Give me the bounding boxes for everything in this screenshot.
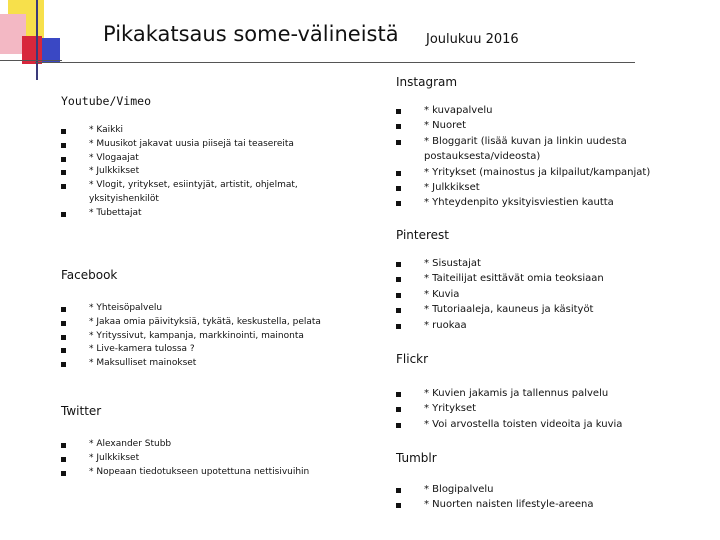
pinterest-list — [396, 256, 604, 333]
list-item: * ruokaa — [396, 318, 604, 333]
list-item: * Taiteilijat esittävät omia teoksiaan — [396, 271, 604, 286]
list-item: * Vlogaajat — [61, 152, 309, 166]
list-item: * Nuorten naisten lifestyle-areena — [396, 497, 593, 512]
facebook-list — [61, 302, 321, 371]
list-item: * Vlogit, yritykset, esiintyjät, artistit, ohjelmat, yksityishenkilöt — [61, 179, 309, 207]
youtube-heading: Youtube/Vimeo — [61, 94, 152, 108]
list-item: * Yhteydenpito yksityisviestien kautta — [396, 195, 664, 210]
list-item: * Kaikki — [61, 124, 309, 138]
tumblr-heading: Tumblr — [396, 451, 437, 465]
title-divider — [35, 62, 635, 63]
flickr-heading: Flickr — [396, 352, 429, 366]
list-item: * Maksulliset mainokset — [61, 357, 321, 371]
youtube-list — [61, 124, 309, 221]
list-item: * kuvapalvelu — [396, 103, 664, 118]
list-item: * Yritykset (mainostus ja kilpailut/kampanjat) — [396, 165, 664, 180]
decorative-logo — [0, 0, 62, 80]
list-item: * Yritykset — [396, 401, 622, 416]
list-item: * Jakaa omia päivityksiä, tykätä, keskustella, pelata — [61, 316, 321, 330]
tumblr-list — [396, 482, 593, 513]
instagram-heading: Instagram — [396, 75, 458, 89]
list-item: * Alexander Stubb — [61, 438, 309, 452]
list-item: * Yrityssivut, kampanja, markkinointi, mainonta — [61, 330, 321, 344]
list-item: * Nopeaan tiedotukseen upotettuna nettisivuihin — [61, 466, 309, 480]
list-item: * Yhteisöpalvelu — [61, 302, 321, 316]
list-item: * Nuoret — [396, 118, 664, 133]
twitter-list — [61, 438, 309, 479]
list-item: * Live-kamera tulossa ? — [61, 343, 321, 357]
list-item: * Kuvia — [396, 287, 604, 302]
list-item: * Julkkikset — [61, 165, 309, 179]
twitter-heading: Twitter — [61, 404, 102, 418]
instagram-list — [396, 103, 664, 211]
list-item: * Tubettajat — [61, 207, 309, 221]
list-item: * Kuvien jakamis ja tallennus palvelu — [396, 386, 622, 401]
list-item: * Sisustajat — [396, 256, 604, 271]
facebook-heading: Facebook — [61, 268, 118, 282]
list-item: * Julkkikset — [396, 180, 664, 195]
date-label: Joulukuu 2016 — [426, 32, 519, 47]
flickr-list — [396, 386, 622, 432]
list-item: * Julkkikset — [61, 452, 309, 466]
list-item: * Blogipalvelu — [396, 482, 593, 497]
list-item: * Tutoriaaleja, kauneus ja käsityöt — [396, 302, 604, 317]
pinterest-heading: Pinterest — [396, 228, 450, 242]
page-title: Pikakatsaus some-välineistä — [103, 22, 399, 46]
list-item: * Voi arvostella toisten videoita ja kuvia — [396, 417, 622, 432]
list-item: * Muusikot jakavat uusia piisejä tai teasereita — [61, 138, 309, 152]
list-item: * Bloggarit (lisää kuvan ja linkin uudesta postauksesta/videosta) — [396, 134, 664, 165]
